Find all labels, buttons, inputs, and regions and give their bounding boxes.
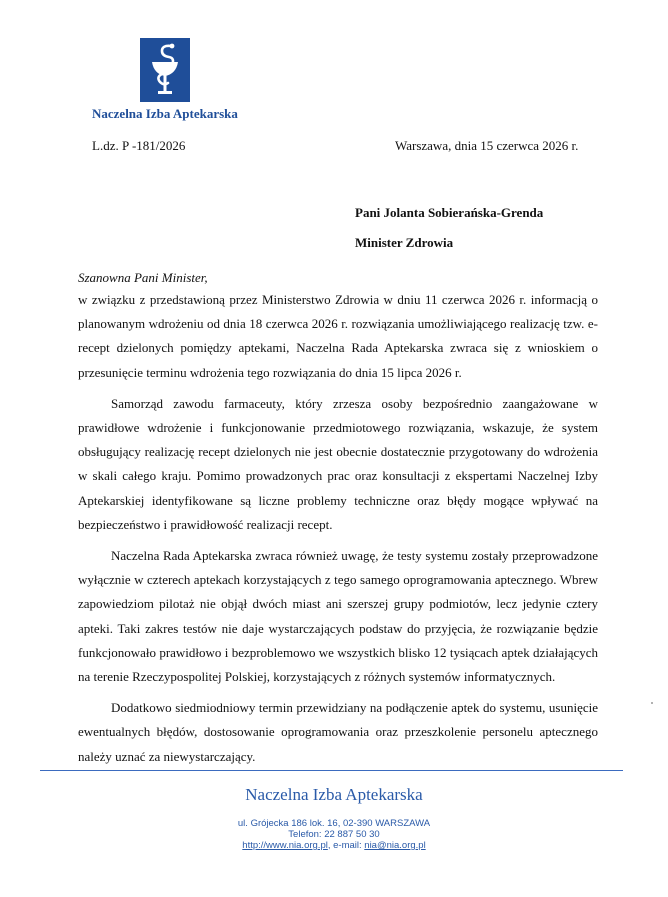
- footer-phone: Telefon: 22 887 50 30: [288, 829, 380, 840]
- letter-body: [78, 288, 598, 776]
- logo: [140, 38, 190, 102]
- footer-links: [0, 840, 668, 851]
- letterhead-org-name: Naczelna Izba Aptekarska: [92, 106, 238, 121]
- paragraph: Naczelna Rada Aptekarska zwraca również uwagę, że testy systemu zostały przeprowadzone wyłącznie w czterech aptekach korzystających z tego samego oprogramowania aptecznego. Wbrew zapowiedziom pilotaż nie objął dwóch miast ani szerszej grupy podmiotów, lecz jedynie cztery apteki. Taki zakres testów nie daje wystarczających podstaw do przyjęcia, że rozwiązanie będzie funkcjonowało prawidłowo i bezproblemowo we wszystkich blisko 12 tysiącach aptek działających na terenie Rzeczypospolitej Polskiej, korzystających z różnych systemów informatycznych.: [78, 548, 598, 685]
- link-separator: ,: [327, 840, 334, 851]
- place-and-date: Warszawa, dnia 15 czerwca 2026 r.: [395, 138, 579, 153]
- salutation: Szanowna Pani Minister,: [78, 270, 208, 285]
- email-link[interactable]: nia@nia.org.pl: [364, 840, 426, 851]
- bowl-of-hygieia-icon: [140, 38, 190, 102]
- footer-org-name: Naczelna Izba Aptekarska: [245, 785, 423, 804]
- scan-speck: [651, 702, 653, 704]
- reference-number: L.dz. P -181/2026: [92, 138, 186, 153]
- footer-divider: [40, 770, 623, 771]
- footer-address: ul. Grójecka 186 lok. 16, 02-390 WARSZAWA: [237, 818, 431, 829]
- website-link[interactable]: http://www.nia.org.pl: [242, 840, 328, 851]
- paragraph: Dodatkowo siedmiodniowy termin przewidziany na podłączenie aptek do systemu, usunięcie ewentualnych błędów, dostosowanie oprogramowania oraz przeszkolenie personelu aptecznego należy uznać za niewystarczający.: [78, 700, 598, 764]
- paragraph-intro: w związku z przedstawioną przez Ministerstwo Zdrowia w dniu 11 czerwca 2026 r. informacją o planowanym wdrożeniu od dnia 18 czerwca 2026 r. rozwiązania umożliwiającego realizację tzw. e-recept dzielonych pomiędzy aptekami, Naczelna Rada Aptekarska zwraca się z wnioskiem o przesunięcie terminu wdrożenia tego rozwiązania do dnia 15 lipca 2026 r.: [78, 292, 598, 380]
- paragraph: Samorząd zawodu farmaceuty, który zrzesza osoby bezpośrednio zaangażowane w prawidłowe wdrożenie i funkcjonowanie przedmiotowego rozwiązania, wskazuje, że system obsługujący realizację recept dzielonych nie jest obecnie dostatecznie przygotowany do wdrożenia w skali całego kraju. Pomimo prowadzonych prac oraz konsultacji z ekspertami Naczelnej Izby Aptekarskiej identyfikowane są liczne problemy techniczne oraz błędy mogące wpływać na bezpieczeństwo i prawidłowość realizacji recept.: [78, 395, 598, 532]
- email-label: e-mail:: [333, 840, 362, 851]
- recipient-name: Pani Jolanta Sobierańska-Grenda: [355, 205, 544, 220]
- recipient-title: Minister Zdrowia: [355, 235, 454, 250]
